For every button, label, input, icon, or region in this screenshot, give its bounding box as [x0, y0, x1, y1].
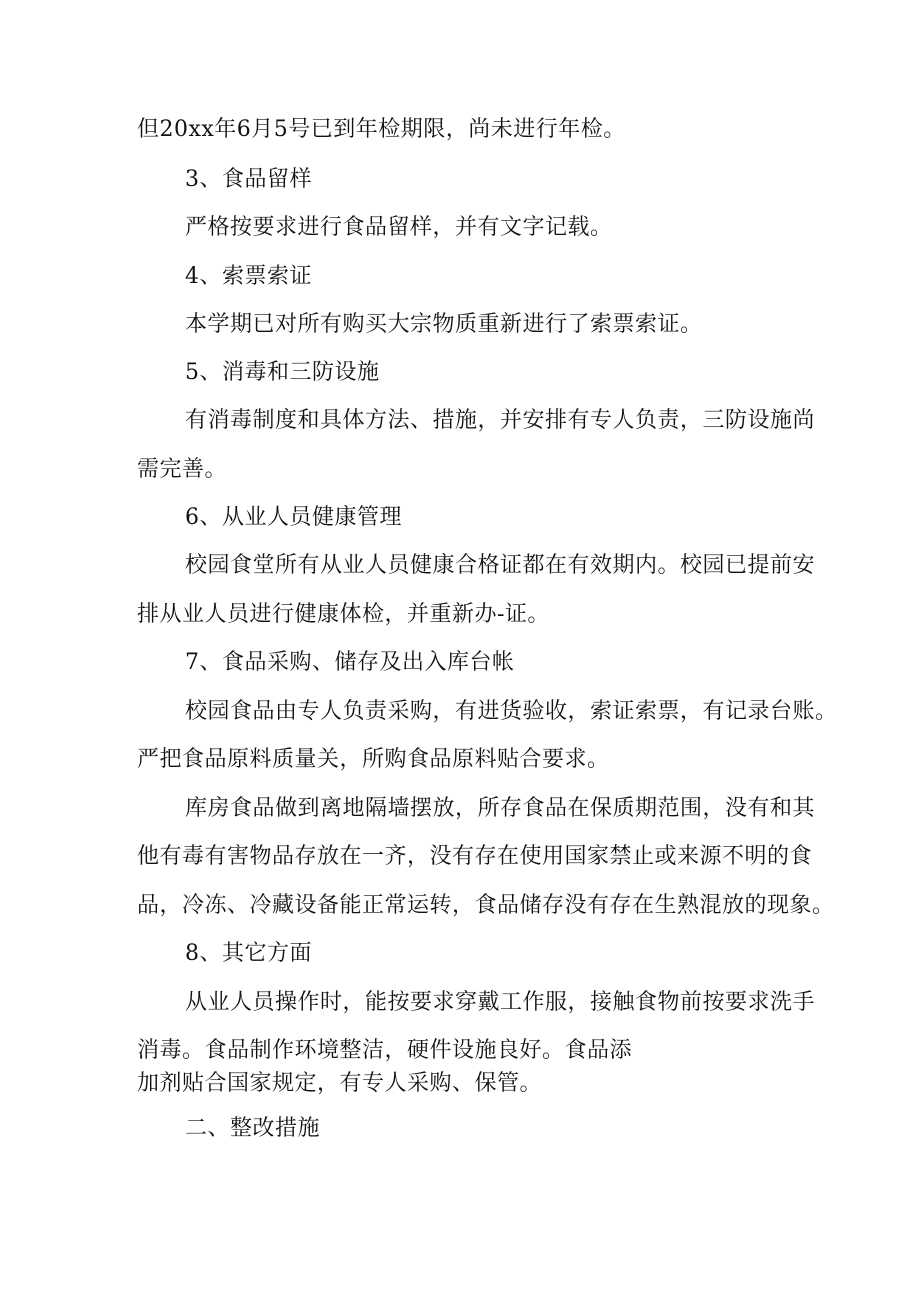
- paragraph-line: 有消毒制度和具体方法、措施，并安排有专人负责，三防设施尚: [185, 408, 816, 433]
- paragraph-line: 需完善。: [137, 457, 228, 482]
- paragraph-line: 消毒。食品制作环境整洁，硬件设施良好。食品添: [137, 1038, 633, 1063]
- paragraph-line: 他有毒有害物品存放在一齐，没有存在使用国家禁止或来源不明的食: [137, 844, 813, 869]
- paragraph-line: 校园食堂所有从业人员健康合格证都在有效期内。校园已提前安: [185, 553, 816, 578]
- section-heading-disinfection: 5、消毒和三防设施: [185, 360, 380, 385]
- paragraph-line: 校园食品由专人负责采购，有进货验收，索证索票，有记录台账。: [185, 699, 838, 724]
- section-heading-food-sample: 3、食品留样: [185, 167, 312, 192]
- paragraph-line: 本学期已对所有购买大宗物质重新进行了索票索证。: [185, 312, 703, 337]
- section-heading-staff-health: 6、从业人员健康管理: [185, 505, 402, 530]
- section-heading-other: 8、其它方面: [185, 941, 312, 966]
- paragraph-line: 但20xx年6月5号已到年检期限，尚未进行年检。: [137, 117, 626, 142]
- paragraph-line: 严把食品原料质量关，所购食品原料贴合要求。: [137, 747, 610, 772]
- paragraph-line: 库房食品做到离地隔墙摆放，所存食品在保质期范围，没有和其: [185, 796, 816, 821]
- paragraph-line: 品，冷冻、冷藏设备能正常运转，食品储存没有存在生熟混放的现象。: [137, 893, 835, 918]
- section-heading-tickets-certificates: 4、索票索证: [185, 264, 312, 289]
- paragraph-line: 排从业人员进行健康体检，并重新办-证。: [137, 602, 550, 627]
- paragraph-line: 严格按要求进行食品留样，并有文字记载。: [185, 215, 613, 240]
- paragraph-line: 加剂贴合国家规定，有专人采购、保管。: [137, 1071, 543, 1096]
- paragraph-line: 从业人员操作时，能按要求穿戴工作服，接触食物前按要求洗手: [185, 990, 816, 1015]
- section-heading-procurement: 7、食品采购、储存及出入库台帐: [185, 650, 515, 675]
- section-heading-rectification: 二、整改措施: [185, 1116, 321, 1141]
